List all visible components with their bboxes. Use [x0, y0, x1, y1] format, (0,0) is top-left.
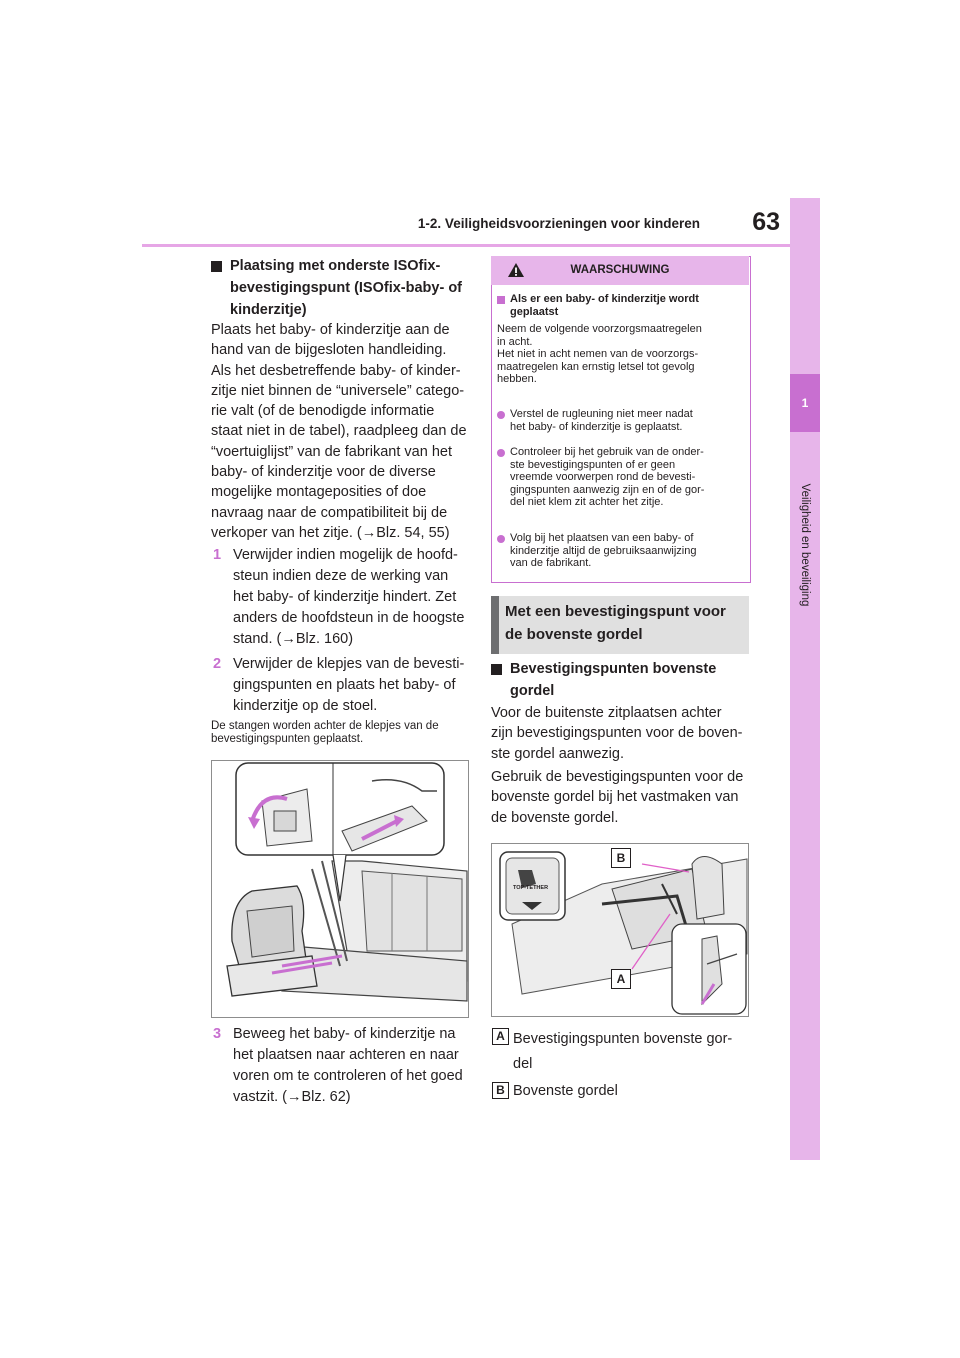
text-line: kinderzitje op de stoel.: [233, 698, 378, 714]
legend-a-text: [513, 1027, 753, 1077]
warning-paragraph: [497, 323, 745, 386]
heading-square-icon: [491, 664, 502, 675]
warning-subhead: [510, 293, 745, 318]
warning-bullet-1: [510, 408, 745, 433]
text-line: maatregelen kan ernstig letsel tot gevolg: [497, 360, 695, 373]
text-line: Verstel de rugleuning niet meer nadat: [510, 408, 693, 420]
text-line: ste bevestigingspunten of er geen: [510, 458, 676, 471]
text-line: Verwijder indien mogelijk de hoofd-: [233, 547, 458, 563]
text-line: staat niet in de tabel), raadpleeg dan de: [211, 423, 467, 440]
heading-line: Bevestigingspunten bovenste: [510, 661, 717, 677]
tether-paragraph-2: [491, 767, 756, 828]
legend-b-text: [513, 1081, 753, 1101]
text-line: mogelijke montageposities of doe: [211, 484, 427, 501]
intro-paragraph: [211, 320, 476, 543]
text-line: navraag naar de compatibiliteit bij de: [211, 504, 448, 521]
banner-bar: [491, 596, 499, 654]
header-rule: [142, 244, 790, 247]
step-number: 1: [213, 547, 222, 563]
text-line: Als het desbetreffende baby- of kinder-: [211, 362, 461, 379]
text-line: het baby- of kinderzitje hindert. Zet: [233, 589, 457, 605]
text-line: stand. (→Blz. 160): [233, 631, 354, 647]
heading-line: bevestigingspunt (ISOfix-baby- of: [230, 280, 463, 296]
tether-paragraph-1: [491, 703, 756, 764]
text-line: verkoper van het zitje. (→Blz. 54, 55): [211, 524, 450, 541]
text-line: ste gordel aanwezig.: [491, 745, 624, 762]
text-line: Voor de buitenste zitplaatsen achter: [491, 705, 722, 721]
top-tether-illustration: [491, 843, 749, 1017]
heading-line: Plaatsing met onderste ISOfix-: [230, 258, 441, 274]
heading-square-icon: [211, 261, 222, 272]
text-line: Verwijder de klepjes van de bevesti-: [233, 656, 465, 672]
chapter-label: Veiligheid en beveiliging: [799, 483, 811, 607]
warning-title: WAARSCHUWING: [570, 264, 670, 276]
text-line: del niet klem zit achter het zitje.: [510, 496, 664, 509]
text-line: rie valt (of de benodigde informatie: [211, 403, 435, 420]
text-line: zijn bevestigingspunten voor de boven-: [491, 725, 743, 742]
text-line: bevestigingspunten geplaatst.: [211, 733, 364, 745]
figure-label-a: A: [611, 969, 631, 989]
text-line: anders de hoofdsteun in de hoogste: [233, 610, 465, 626]
bullet-icon: [497, 411, 505, 419]
text-line: het baby- of kinderzitje is geplaatst.: [510, 420, 683, 433]
isofix-illustration: [211, 760, 469, 1018]
tether-tag-text: TOP-TETHER: [513, 885, 549, 891]
text-line: Gebruik de bevestigingspunten voor de: [491, 769, 744, 785]
text-line: del: [513, 1056, 533, 1072]
figure-label-b: B: [611, 848, 631, 868]
text-line: de bovenste gordel.: [491, 809, 619, 826]
text-line: zitje niet binnen de “universele” catego-: [211, 382, 465, 399]
text-line: steun indien deze de werking van: [233, 568, 449, 584]
warning-bullet-2: [510, 446, 745, 509]
text-line: Controleer bij het gebruik van de onder-: [510, 446, 704, 458]
text-line: voren om te controleren of het goed: [233, 1068, 463, 1084]
text-line: vreemde voorwerpen rond de bevesti-: [510, 471, 696, 484]
banner-title: [505, 600, 745, 646]
text-line: de bovenste gordel: [505, 626, 643, 643]
text-line: Met een bevestigingspunt voor: [505, 603, 726, 620]
isofix-seat-illustration: [212, 761, 468, 1017]
bullet-icon: [497, 535, 505, 543]
text-line: het plaatsen naar achteren en naar: [233, 1047, 459, 1063]
text-line: kinderzitje altijd de gebruiksaanwijzing: [510, 544, 697, 557]
legend-label-b: B: [492, 1082, 509, 1099]
text-line: Bovenste gordel: [513, 1083, 618, 1099]
note: [211, 720, 476, 746]
text-line: Plaats het baby- of kinderzitje aan de: [211, 322, 450, 338]
text-line: Als er een baby- of kinderzitje wordt: [510, 293, 699, 305]
text-line: hebben.: [497, 373, 537, 386]
text-line: gingspunten aanwezig zijn en of de gor-: [510, 483, 705, 496]
step-number: 3: [213, 1026, 222, 1042]
text-line: van de fabrikant.: [510, 557, 592, 570]
chapter-tab: [790, 198, 820, 1160]
text-line: De stangen worden achter de klepjes van de: [211, 720, 439, 732]
text-line: Neem de volgende voorzorgsmaatregelen: [497, 323, 702, 335]
heading-line: gordel: [510, 683, 555, 699]
isofix-heading: [211, 255, 476, 321]
text-line: geplaatst: [510, 305, 559, 318]
top-tether-seat-illustration: [492, 844, 748, 1016]
text-line: hand van de bijgesloten handleiding.: [211, 342, 447, 359]
tether-heading: [491, 658, 756, 702]
text-line: in acht.: [497, 335, 533, 348]
chapter-number: 1: [790, 374, 820, 432]
section-heading: 1-2. Veiligheidsvoorzieningen voor kinderen: [417, 216, 700, 231]
page-number: 63: [752, 208, 780, 236]
bullet-icon: [497, 449, 505, 457]
text-line: Volg bij het plaatsen van een baby- of: [510, 532, 694, 544]
warning-square-icon: [497, 296, 505, 304]
text-line: “voertuiglijst” van de fabrikant van het: [211, 443, 452, 460]
warning-bullet-3: [510, 532, 745, 570]
text-line: Het niet in acht nemen van de voorzorgs-: [497, 348, 699, 361]
text-line: gingspunten en plaats het baby- of: [233, 677, 456, 693]
text-line: baby- of kinderzitje voor de diverse: [211, 464, 436, 481]
text-line: Beweeg het baby- of kinderzitje na: [233, 1026, 456, 1042]
legend-label-a: A: [492, 1028, 509, 1045]
heading-line: kinderzitje): [230, 302, 307, 318]
text-line: vastzit. (→Blz. 62): [233, 1089, 351, 1105]
text-line: Bevestigingspunten bovenste gor-: [513, 1031, 733, 1047]
text-line: bovenste gordel bij het vastmaken van: [491, 789, 739, 806]
step-number: 2: [213, 656, 222, 672]
